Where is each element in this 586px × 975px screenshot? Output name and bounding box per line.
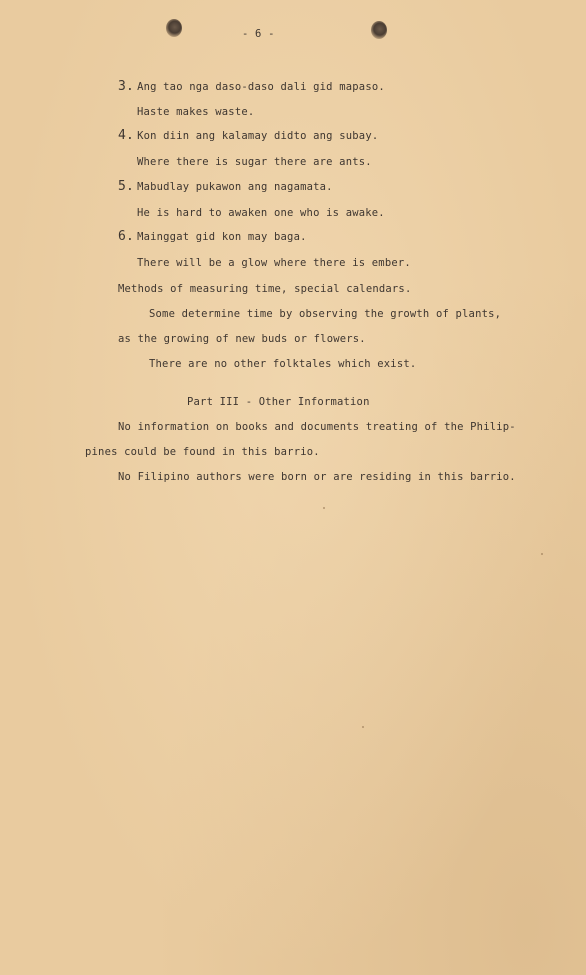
proverb-6-text: Mainggat gid kon may baga. — [137, 231, 307, 243]
proverb-4-translation: Where there is sugar there are ants. — [137, 156, 372, 168]
punch-hole-left — [166, 19, 182, 37]
proverb-4-text: Kon diin ang kalamay didto ang subay. — [137, 130, 379, 142]
proverb-4-number: 4. — [118, 128, 135, 143]
methods-heading: Methods of measuring time, special calendars. — [118, 283, 412, 295]
paper-speck — [541, 553, 543, 555]
paper-speck — [362, 726, 364, 728]
proverb-5-translation: He is hard to awaken one who is awake. — [137, 207, 385, 219]
info-line-2: pines could be found in this barrio. — [85, 446, 320, 458]
proverb-3-translation: Haste makes waste. — [137, 106, 255, 118]
proverb-5 — [118, 181, 333, 193]
info-line-1: No information on books and documents treating of the Philip- — [118, 421, 516, 433]
proverb-6-translation: There will be a glow where there is ember. — [137, 257, 411, 269]
methods-line-1: Some determine time by observing the growth of plants, — [149, 308, 502, 320]
proverb-3 — [118, 81, 385, 93]
methods-line-2: as the growing of new buds or flowers. — [118, 333, 366, 345]
proverb-5-number: 5. — [118, 179, 135, 194]
paper-speck — [323, 507, 325, 509]
punch-hole-right — [371, 21, 387, 39]
proverb-4 — [118, 130, 378, 142]
proverb-5-text: Mabudlay pukawon ang nagamata. — [137, 181, 333, 193]
folktales-line: There are no other folktales which exist. — [149, 358, 417, 370]
proverb-6 — [118, 231, 307, 243]
proverb-3-number: 3. — [118, 79, 135, 94]
authors-line: No Filipino authors were born or are residing in this barrio. — [118, 471, 516, 483]
page-number: - 6 - — [242, 28, 275, 40]
proverb-6-number: 6. — [118, 229, 135, 244]
proverb-3-text: Ang tao nga daso-daso dali gid mapaso. — [137, 81, 385, 93]
part-iii-heading: Part III - Other Information — [187, 396, 370, 408]
